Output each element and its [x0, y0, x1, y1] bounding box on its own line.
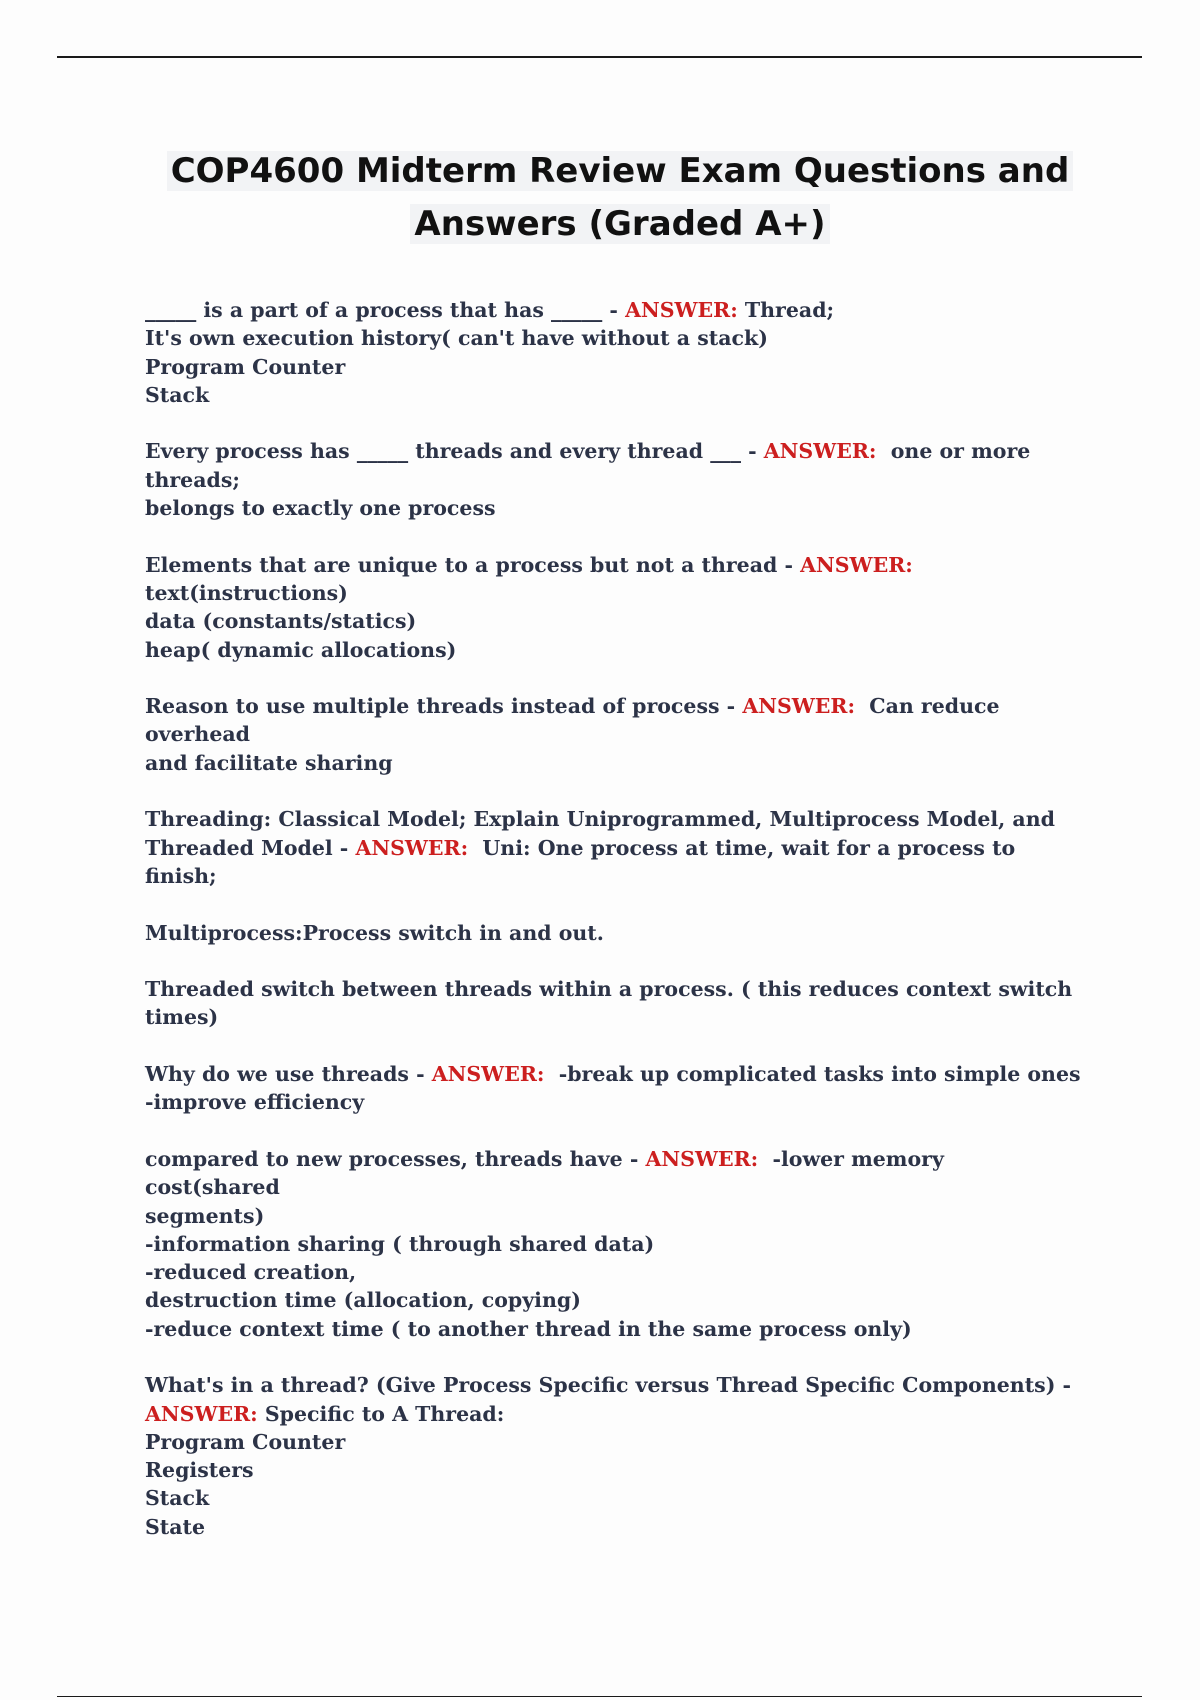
question-text: Why do we use threads - [145, 1062, 432, 1087]
answer-line: segments) [145, 1203, 265, 1228]
question-text: Every process has _____ threads and every thread ___ - [145, 439, 764, 464]
question-text: _____ is a part of a process that has _____ - [145, 298, 626, 322]
answer-line: and facilitate sharing [145, 750, 393, 775]
answer-text: Specific to A Thread: [257, 1401, 505, 1426]
qa-content [145, 296, 1085, 1569]
answer-line: destruction time (allocation, copying) [145, 1288, 581, 1313]
answer-line: belongs to exactly one process [145, 496, 496, 521]
answer-line: -reduce context time ( to another thread in the same process only) [145, 1316, 912, 1341]
answer-label: ANSWER: [355, 835, 469, 860]
answer-line: Program Counter [145, 354, 346, 379]
qa-item [145, 437, 1085, 522]
title-line-1: COP4600 Midterm Review Exam Questions and [167, 151, 1074, 191]
qa-item [145, 805, 1085, 890]
answer-line: Stack [145, 382, 210, 407]
answer-line: Program Counter [145, 1429, 346, 1454]
qa-line [145, 1060, 1085, 1088]
title-line-2: Answers (Graded A+) [410, 204, 829, 244]
answer-text: text(instructions) [145, 552, 920, 605]
answer-line: Multiprocess:Process switch in and out. [145, 920, 604, 945]
qa-line [145, 692, 1085, 749]
answer-line: Registers [145, 1458, 254, 1483]
answer-line: -improve efficiency [145, 1090, 365, 1115]
answer-label: ANSWER: [800, 552, 913, 577]
answer-line: Threaded switch between threads within a process. ( this reduces context switch [145, 977, 1073, 1002]
answer-line: It's own execution history( can't have without a stack) [145, 326, 768, 351]
qa-item [145, 551, 1085, 664]
qa-item [145, 1371, 1085, 1541]
answer-line: times) [145, 1005, 219, 1030]
answer-label: ANSWER: [431, 1062, 545, 1087]
answer-label: ANSWER: [645, 1146, 759, 1171]
answer-label: ANSWER: [742, 694, 856, 719]
answer-paragraph [145, 919, 1085, 947]
qa-line [145, 551, 1085, 608]
bottom-rule [57, 1696, 1142, 1697]
answer-label: ANSWER: [763, 439, 877, 464]
top-rule [57, 56, 1142, 58]
answer-line: threads; [145, 467, 240, 492]
answer-text: Uni: One process at time, wait for a process to finish; [145, 835, 1023, 888]
qa-line [145, 1400, 1085, 1428]
answer-line: -information sharing ( through shared data) [145, 1231, 655, 1256]
answer-label: ANSWER: [625, 298, 738, 322]
answer-line: heap( dynamic allocations) [145, 637, 457, 662]
question-text: Elements that are unique to a process but not a thread - [145, 552, 801, 577]
qa-item [145, 296, 1085, 409]
qa-line [145, 834, 1085, 891]
answer-line: State [145, 1514, 206, 1539]
question-text: Threaded Model - [145, 835, 356, 860]
answer-line: -reduced creation, [145, 1260, 357, 1285]
answer-text: Can reduce overhead [145, 694, 1007, 747]
qa-item [145, 1060, 1085, 1117]
answer-text: -lower memory cost(shared [145, 1146, 952, 1200]
question-line: Threading: Classical Model; Explain Uniprogrammed, Multiprocess Model, and [145, 807, 1055, 832]
qa-line [145, 437, 1085, 465]
answer-text: one or more [876, 439, 1031, 464]
answer-text: Thread; [737, 298, 835, 322]
qa-line [145, 296, 1085, 324]
answer-paragraph [145, 975, 1085, 1032]
answer-text: -break up complicated tasks into simple ones [544, 1062, 1081, 1087]
answer-label: ANSWER: [145, 1401, 258, 1426]
page-title [140, 145, 1100, 251]
answer-line: data (constants/statics) [145, 609, 417, 634]
qa-item [145, 692, 1085, 777]
question-text: Reason to use multiple threads instead of process - [145, 694, 743, 719]
question-text: compared to new processes, threads have - [145, 1146, 646, 1171]
qa-item [145, 1145, 1085, 1343]
answer-line: Stack [145, 1486, 210, 1511]
question-line: What's in a thread? (Give Process Specific versus Thread Specific Components) - [145, 1373, 1072, 1398]
qa-line [145, 1145, 1085, 1202]
